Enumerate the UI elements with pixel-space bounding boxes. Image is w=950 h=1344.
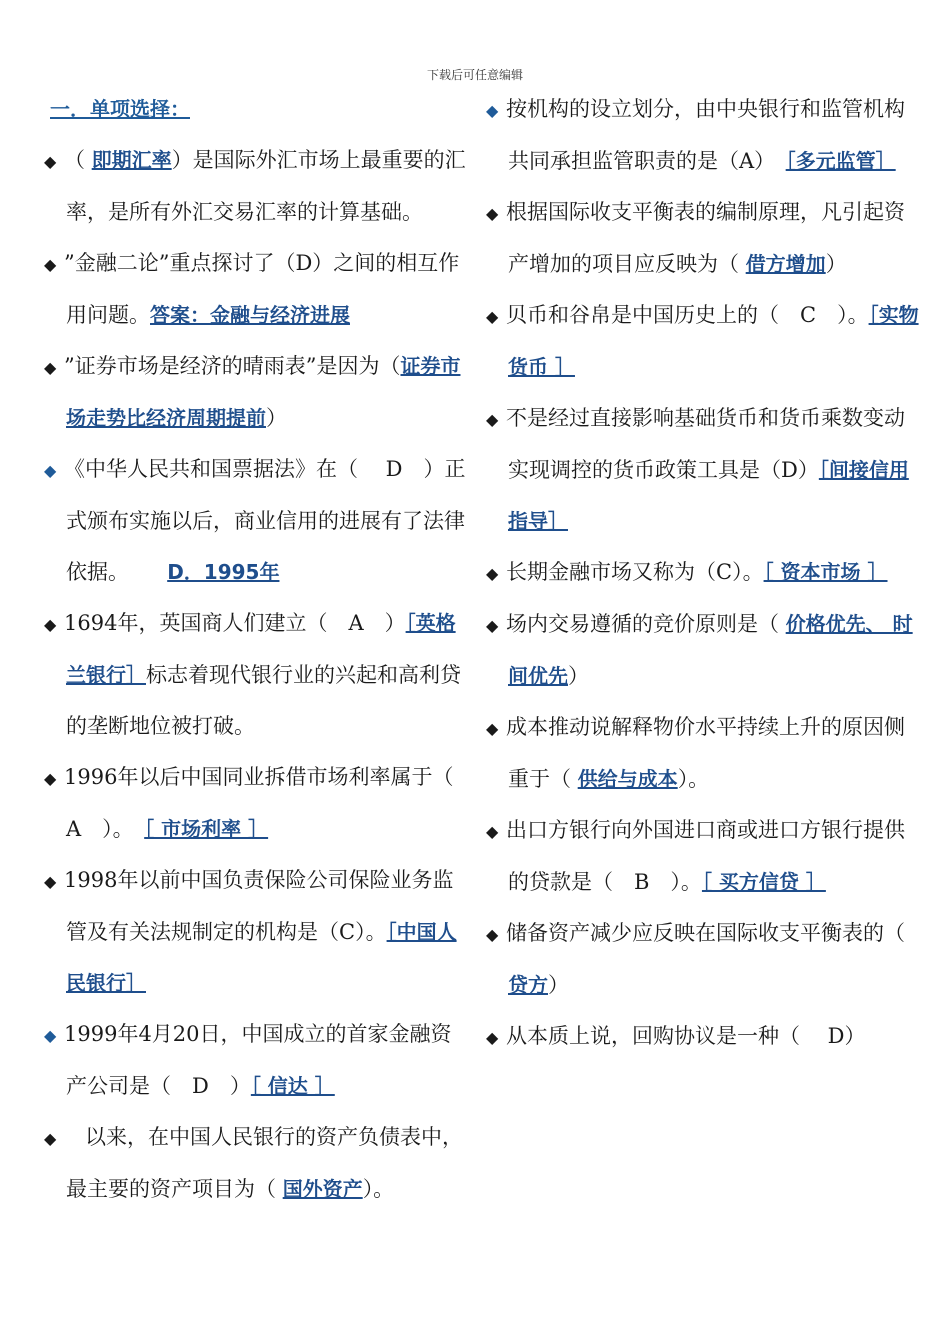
question-item xyxy=(30,855,470,1009)
bullet-diamond-icon: ◆ xyxy=(44,1129,57,1148)
answer-text: ［ 市场利率 ］ xyxy=(144,817,269,841)
answer-text: 证券市场走势比经济周期提前 xyxy=(66,354,461,430)
bullet-diamond-icon: ◆ xyxy=(486,1028,499,1047)
answer-text: 价格优先、 时间优先 xyxy=(508,612,913,688)
question-item xyxy=(472,702,920,805)
question-text: 场内交易遵循的竞价原则是（ xyxy=(506,612,786,636)
question-item xyxy=(30,135,470,238)
question-item xyxy=(30,598,470,752)
question-text-tail: ） xyxy=(266,406,287,430)
question-item xyxy=(472,84,920,187)
bullet-diamond-icon: ◆ xyxy=(44,872,57,891)
bullet-diamond-icon: ◆ xyxy=(486,564,499,583)
question-text: 根据国际收支平衡表的编制原理，凡引起资产增加的项目应反映为（ xyxy=(506,200,905,276)
question-text: 从本质上说，回购协议是一种（ D） xyxy=(506,1024,866,1048)
answer-text: 答案：金融与经济进展 xyxy=(150,303,350,327)
bullet-diamond-icon: ◆ xyxy=(44,152,57,171)
bullet-diamond-icon: ◆ xyxy=(486,719,499,738)
answer-text: ［ 资本市场 ］ xyxy=(763,560,888,584)
question-text: 《中华人民共和国票据法》在（ D ）正式颁布实施以后，商业信用的进展有了法律依据。 xyxy=(64,457,466,584)
bullet-diamond-icon: ◆ xyxy=(44,615,57,634)
question-text: 储备资产减少应反映在国际收支平衡表的（ xyxy=(506,921,905,945)
question-text-tail: 标志着现代银行业的兴起和高利贷的垄断地位被打破。 xyxy=(66,663,461,738)
right-column xyxy=(472,84,920,1063)
question-item xyxy=(30,1009,470,1112)
question-text: 长期金融市场又称为（C）。 xyxy=(506,560,764,584)
answer-text: 国外资产 xyxy=(282,1177,363,1201)
question-text: 按机构的设立划分，由中央银行和监管机构共同承担监管职责的是（A） xyxy=(506,97,905,173)
answer-text: ［中国人民银行］ xyxy=(66,920,457,995)
answer-text: ［实物货币 ］ xyxy=(508,303,919,379)
bullet-diamond-icon: ◆ xyxy=(44,1026,57,1045)
bullet-diamond-icon: ◆ xyxy=(486,925,499,944)
right-question-list xyxy=(472,84,920,1063)
answer-text: D．1995年 xyxy=(167,560,280,584)
answer-text: ［ 信达 ］ xyxy=(250,1074,335,1098)
question-text: 1998年以前中国负责保险公司保险业务监管及有关法规制定的机构是（C）。 xyxy=(64,868,454,944)
question-text-tail: ）。 xyxy=(677,767,710,791)
question-text: 1999年4月20日，中国成立的首家金融资产公司是（ D ） xyxy=(64,1022,452,1098)
question-text-tail: ）。 xyxy=(362,1177,395,1201)
question-item xyxy=(30,1112,470,1215)
question-text-tail: ）是国际外汇市场上最重要的汇率，是所有外汇交易汇率的计算基础。 xyxy=(66,148,466,224)
question-text-tail: ） xyxy=(825,252,847,276)
question-text: 成本推动说解释物价水平持续上升的原因侧重于（ xyxy=(506,715,905,791)
answer-text: ［英格兰银行］ xyxy=(66,611,456,687)
page-header: 下载后可任意编辑 xyxy=(426,68,523,82)
question-item xyxy=(472,805,920,908)
bullet-diamond-icon: ◆ xyxy=(486,101,499,120)
answer-text: ［间接信用指导］ xyxy=(508,458,909,533)
question-text: ”证券市场是经济的晴雨表”是因为（ xyxy=(64,354,401,378)
question-text: ”金融二论”重点探讨了（D）之间的相互作用问题。 xyxy=(64,251,460,327)
question-text-tail: ） xyxy=(548,973,569,997)
question-text: 出口方银行向外国进口商或进口方银行提供的贷款是（ B ）。 xyxy=(506,818,905,894)
question-item xyxy=(30,444,470,598)
question-item xyxy=(472,187,920,290)
question-item xyxy=(472,1011,920,1063)
question-text: （ xyxy=(64,148,92,172)
bullet-diamond-icon: ◆ xyxy=(44,358,57,377)
bullet-diamond-icon: ◆ xyxy=(44,461,57,480)
question-item xyxy=(472,599,920,702)
bullet-diamond-icon: ◆ xyxy=(486,410,499,429)
question-item xyxy=(472,393,920,547)
question-text: 1996年以后中国同业拆借市场利率属于（ A ）。 xyxy=(64,765,475,841)
answer-text: 贷方 xyxy=(508,973,548,997)
question-text: 贝币和谷帛是中国历史上的（ C ）。 xyxy=(506,303,869,327)
question-item xyxy=(472,290,920,393)
bullet-diamond-icon: ◆ xyxy=(486,616,499,635)
question-item xyxy=(30,341,470,444)
question-item xyxy=(30,238,470,341)
answer-text: ［ 买方信贷 ］ xyxy=(701,870,826,894)
bullet-diamond-icon: ◆ xyxy=(486,822,499,841)
left-question-list xyxy=(30,135,475,1215)
bullet-diamond-icon: ◆ xyxy=(486,204,499,223)
question-text: 不是经过直接影响基础货币和货币乘数变动实现调控的货币政策工具是（D） xyxy=(506,406,905,482)
bullet-diamond-icon: ◆ xyxy=(44,255,57,274)
answer-text: 借方增加 xyxy=(745,252,826,276)
bullet-diamond-icon: ◆ xyxy=(44,769,57,788)
question-text: 以来，在中国人民银行的资产负债表中，最主要的资产项目为（ xyxy=(64,1125,463,1201)
section-title: 一．单项选择： xyxy=(50,97,190,121)
question-text: 1694年，英国商人们建立（ A ） xyxy=(64,611,406,635)
question-item xyxy=(472,908,920,1011)
answer-text: ［多元监管］ xyxy=(785,149,896,173)
answer-text: 供给与成本 xyxy=(577,767,678,791)
question-item xyxy=(472,547,920,599)
left-column xyxy=(30,84,475,1215)
question-text-tail: ） xyxy=(568,664,589,688)
answer-text: 即期汇率 xyxy=(91,148,172,172)
question-item xyxy=(30,752,475,855)
bullet-diamond-icon: ◆ xyxy=(486,307,499,326)
